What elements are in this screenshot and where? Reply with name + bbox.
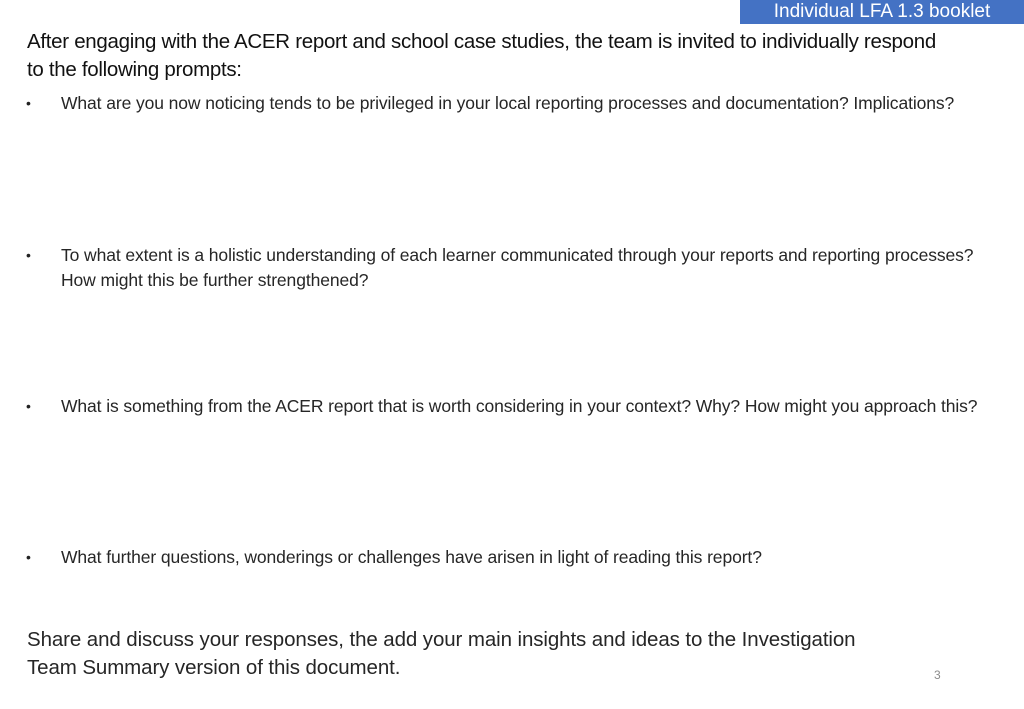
booklet-tag: Individual LFA 1.3 booklet [740,0,1024,24]
bullet-icon: • [26,549,31,565]
prompt-text: To what extent is a holistic understanding of each learner communicated through your reports and reporting processes? How might this be further strengthened? [61,245,974,290]
prompt-text: What further questions, wonderings or challenges have arisen in light of reading this report? [61,547,762,567]
bullet-icon: • [26,247,31,263]
prompt-text: What are you now noticing tends to be privileged in your local reporting processes and documentation? Implications? [61,93,955,113]
page-number: 3 [934,668,941,682]
bullet-icon: • [26,95,31,111]
closing-instruction: Share and discuss your responses, the add your main insights and ideas to the Investigation Team Summary version of this document. [27,628,856,679]
page-heading: After engaging with the ACER report and school case studies, the team is invited to individually respond to the following prompts: [27,30,936,81]
prompt-text: What is something from the ACER report that is worth considering in your context? Why? How might you approach this? [61,396,978,416]
bullet-icon: • [26,398,31,414]
